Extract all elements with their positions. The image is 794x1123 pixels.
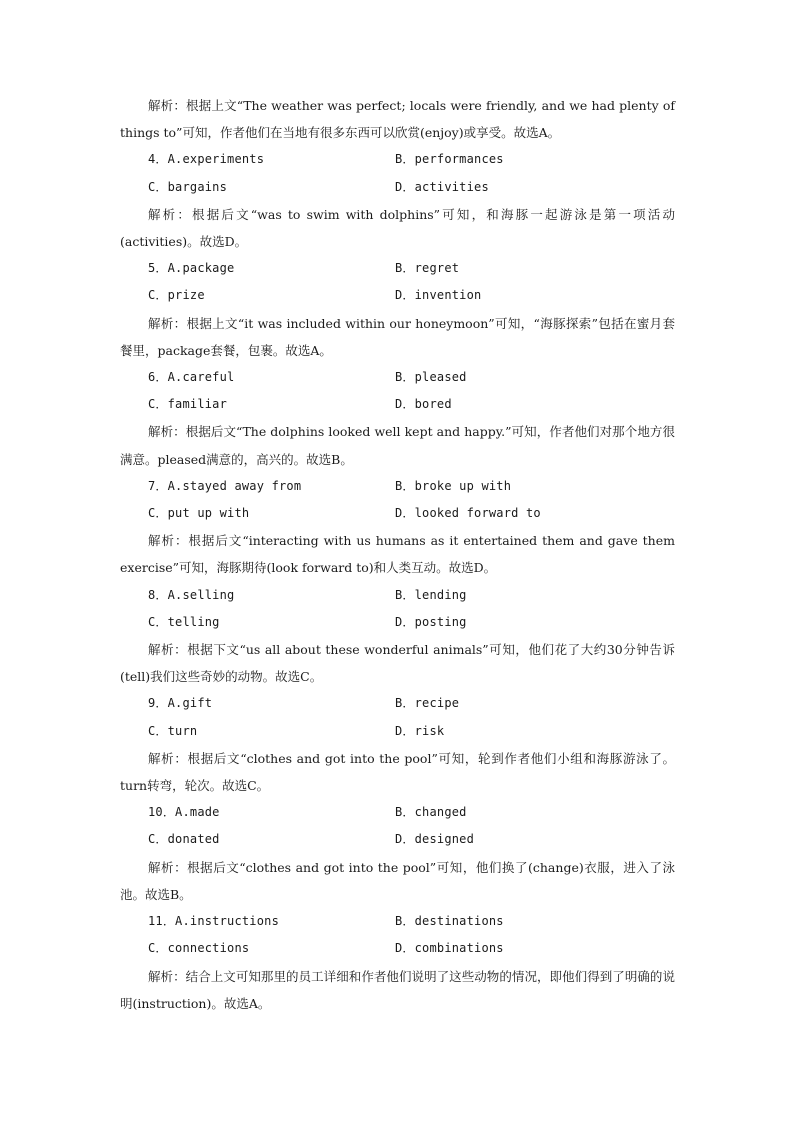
options-row	[120, 255, 675, 282]
answer-option: B．pleased	[395, 370, 467, 385]
answer-option: C．put up with	[148, 506, 250, 521]
answer-option: D．activities	[395, 179, 489, 194]
answer-option: B．changed	[395, 805, 467, 820]
options-row	[120, 609, 675, 636]
answer-option: B．lending	[395, 587, 467, 602]
answer-option: 7．A.stayed away from	[148, 478, 302, 493]
options-row	[120, 935, 675, 962]
options-row	[120, 582, 675, 609]
options-row	[120, 718, 675, 745]
answer-option: C．bargains	[148, 179, 228, 194]
options-row	[120, 473, 675, 500]
answer-option: C．donated	[148, 832, 220, 847]
options-row	[120, 500, 675, 527]
answer-option: B．destinations	[395, 914, 504, 929]
explanation-paragraph: 解析：根据下文“us all about these wonderful animals”可知，他们花了大约30分钟告诉(tell)我们这些奇妙的动物。故选C。	[120, 642, 675, 685]
options-row	[120, 799, 675, 826]
answer-option: D．combinations	[395, 941, 504, 956]
answer-option: B．regret	[395, 261, 460, 276]
answer-explanation-page	[120, 92, 675, 1017]
answer-option: C．familiar	[148, 397, 228, 412]
answer-option: 6．A.careful	[148, 370, 235, 385]
explanation-paragraph: 解析：根据后文“clothes and got into the pool”可知，轮到作者他们小组和海豚游泳了。turn转弯，轮次。故选C。	[120, 750, 675, 794]
answer-option: 9．A.gift	[148, 696, 213, 711]
explanation-paragraph: 解析：根据后文“The dolphins looked well kept and happy.”可知，作者他们对那个地方很满意。pleased满意的，高兴的。故选B。	[120, 424, 675, 467]
options-row	[120, 146, 675, 173]
answer-option: 11．A.instructions	[148, 914, 279, 929]
options-row	[120, 174, 675, 201]
answer-option: 5．A.package	[148, 261, 235, 276]
explanation-paragraph: 解析：根据后文“clothes and got into the pool”可知，他们换了(change)衣服，进入了泳池。故选B。	[120, 859, 675, 902]
explanation-paragraph: 解析：结合上文可知那里的员工详细和作者他们说明了这些动物的情况，即他们得到了明确的说明(instruction)。故选A。	[120, 968, 675, 1011]
answer-option: D．invention	[395, 288, 482, 303]
answer-option: D．looked forward to	[395, 506, 541, 521]
options-row	[120, 391, 675, 418]
explanation-paragraph: 解析：根据后文“was to swim with dolphins”可知，和海豚一起游泳是第一项活动(activities)。故选D。	[120, 206, 675, 250]
options-row	[120, 908, 675, 935]
explanation-paragraph: 解析：根据上文“it was included within our honeymoon”可知，“海豚探索”包括在蜜月套餐里，package套餐，包裹。故选A。	[120, 315, 675, 358]
answer-option: C．prize	[148, 288, 205, 303]
answer-option: D．risk	[395, 723, 445, 738]
options-row	[120, 282, 675, 309]
answer-option: 4．A.experiments	[148, 152, 265, 167]
explanation-paragraph: 解析：根据后文“interacting with us humans as it entertained them and gave them exercise”可知，海豚期待(look forward to)和人类互动。故选D。	[120, 533, 675, 576]
answer-option: B．recipe	[395, 696, 460, 711]
answer-option: 10．A.made	[148, 805, 220, 820]
answer-option: C．connections	[148, 941, 250, 956]
answer-option: D．designed	[395, 832, 475, 847]
answer-option: 8．A.selling	[148, 587, 235, 602]
answer-option: C．turn	[148, 723, 198, 738]
options-row	[120, 690, 675, 717]
answer-option: D．posting	[395, 614, 467, 629]
options-row	[120, 364, 675, 391]
answer-option: C．telling	[148, 614, 220, 629]
answer-option: D．bored	[395, 397, 452, 412]
options-row	[120, 826, 675, 853]
answer-option: B．performances	[395, 152, 504, 167]
answer-option: B．broke up with	[395, 478, 512, 493]
explanation-paragraph: 解析：根据上文“The weather was perfect; locals were friendly, and we had plenty of things to”可知，作者他们在当地有很多东西可以欣赏(enjoy)或享受。故选A。	[120, 98, 675, 141]
